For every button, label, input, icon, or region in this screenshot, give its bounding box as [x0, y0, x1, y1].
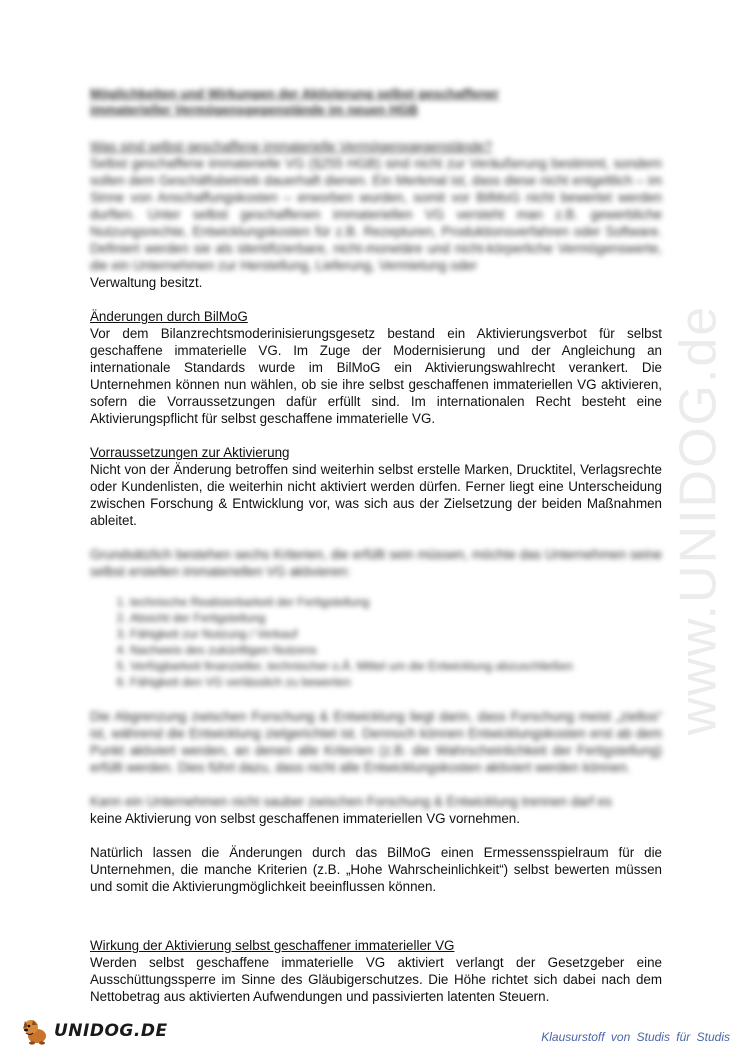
- paragraph-visible: keine Aktivierung von selbst geschaffenen immateriellen VG vornehmen.: [90, 811, 520, 826]
- separation-paragraph: [90, 793, 662, 827]
- list-item: 2. Absicht der Fertigstellung: [130, 610, 662, 626]
- title-line-1: Möglichkeiten und Wirkungen der Aktivierung selbst geschaffener: [90, 86, 499, 101]
- section-heading: Was sind selbst geschaffene immaterielle Vermögensgegenstände?: [90, 139, 492, 154]
- section-body-visible: Verwaltung besitzt.: [90, 275, 203, 290]
- document-title: [90, 86, 662, 118]
- section-body-blurred: Selbst geschaffene immaterielle VG (§255 HGB) sind nicht zur Veräußerung bestimmt, sondern sollen dem Geschäftsbetrieb dauerhaft dienen. Ein Merkmal ist, dass diese nicht entgeltlich – im Sinne von Anschaffungskosten – erworben wurden, somit vor BilMoG nicht bewertet werden durften. Unter selbst geschaffenen immateriellen VG versteht man z.B. gewerbliche Nutzungsrechte, Entwicklungskosten für z.B. Rezepturen, Produktionsverfahren oder Software. Definiert werden sie als identifizierbare, nicht-monetäre und nicht-körperliche Vermögenswerte, die ein Unternehmen zur Herstellung, Lieferung, Vermietung oder: [90, 156, 662, 273]
- logo-text: UNIDOG.DE: [54, 1021, 168, 1041]
- section-heading: Wirkung der Aktivierung selbst geschaffener immaterieller VG: [90, 938, 455, 953]
- footer-tagline: Klausurstoff von Studis für Studis: [541, 1030, 730, 1044]
- section-effect: [90, 937, 662, 1005]
- section-body: Vor dem Bilanzrechtsmoderinisierungsgesetz bestand ein Aktivierungsverbot für selbst geschaffene immaterielle VG. Im Zuge der Modernisierung und der Angleichung an internationale Standards wurde im BilMoG ein Aktivierungswahlrecht verankert. Die Unternehmen können nun wählen, ob sie ihre selbst geschaffenen immateriellen VG aktivieren, sofern die Vorraussetzungen dafür erfüllt sind. Im internationalen Recht besteht eine Aktivierungspflicht für selbst geschaffene immaterielle VG.: [90, 326, 662, 426]
- discretion-paragraph: Natürlich lassen die Änderungen durch das BilMoG einen Ermessensspielraum für die Unternehmen, die manche Kriterien (z.B. „Hohe Wahrscheinlichkeit“) selbst bewerten müssen und somit die Aktivierungmöglichkeit beeinflussen können.: [90, 845, 662, 894]
- criteria-list: [90, 594, 662, 690]
- section-changes: [90, 308, 662, 427]
- unidog-logo: [20, 1014, 168, 1048]
- dog-mascot-icon: [20, 1015, 52, 1047]
- paragraph-blurred: Kann ein Unternehmen nicht sauber zwischen Forschung & Entwicklung trennen darf es: [90, 794, 612, 809]
- section-heading: Vorraussetzungen zur Aktivierung: [90, 445, 290, 460]
- section-body: Werden selbst geschaffene immaterielle VG aktiviert verlangt der Gesetzgeber eine Ausschüttungssperre im Sinne des Gläubigerschutzes. Die Höhe richtet sich dabei nach dem Nettobetrag aus aktivierten Aufwendungen und passivierten latenten Steuern.: [90, 955, 662, 1004]
- watermark: [668, 290, 728, 750]
- list-item: 4. Nachweis des zukünftigen Nutzens: [130, 642, 662, 658]
- research-development-paragraph: Die Abgrenzung zwischen Forschung & Entwicklung liegt darin, dass Forschung meist „ziellos“ ist, während die Entwicklung zielgerichtet ist. Dennoch können Entwicklungskosten erst ab dem Punkt aktiviert werden, an denen alle Kriterien (z.B. die Wahrscheinlichkeit der Fertigstellung) erfüllt werden. Dies führt dazu, dass nicht alle Entwicklungskosten aktiviert werden können.: [90, 709, 662, 775]
- watermark-text: www.UNIDOG.de: [669, 304, 727, 736]
- list-item: 3. Fähigkeit zur Nutzung / Verkauf: [130, 626, 662, 642]
- section-heading: Änderungen durch BilMoG: [90, 309, 248, 324]
- document-page: [90, 86, 662, 1005]
- section-definition: [90, 138, 662, 291]
- title-line-2: immaterieller Vermögensgegenstände im neuen HGB: [90, 102, 418, 117]
- list-item: 6. Fähigkeit den VG verlässlich zu bewerten: [130, 674, 662, 690]
- list-item: 5. Verfügbarkeit finanzieller, technischer o.Ä. Mittel um die Entwicklung abzuschließen: [130, 658, 662, 674]
- list-item: 1. technische Realisierbarkeit der Fertigstellung: [130, 594, 662, 610]
- section-requirements: [90, 444, 662, 529]
- criteria-intro: Grundsätzlich bestehen sechs Kriterien, die erfüllt sein müssen, möchte das Unternehmen seine selbst erstellen immateriellen VG aktivieren:: [90, 547, 662, 579]
- section-body: Nicht von der Änderung betroffen sind weiterhin selbst erstelle Marken, Drucktitel, Verlagsrechte oder Kundenlisten, die weiterhin nicht aktiviert werden dürfen. Ferner liegt eine Unterscheidung zwischen Forschung & Entwicklung vor, was sich aus der Zielsetzung der beiden Maßnahmen ableitet.: [90, 462, 662, 528]
